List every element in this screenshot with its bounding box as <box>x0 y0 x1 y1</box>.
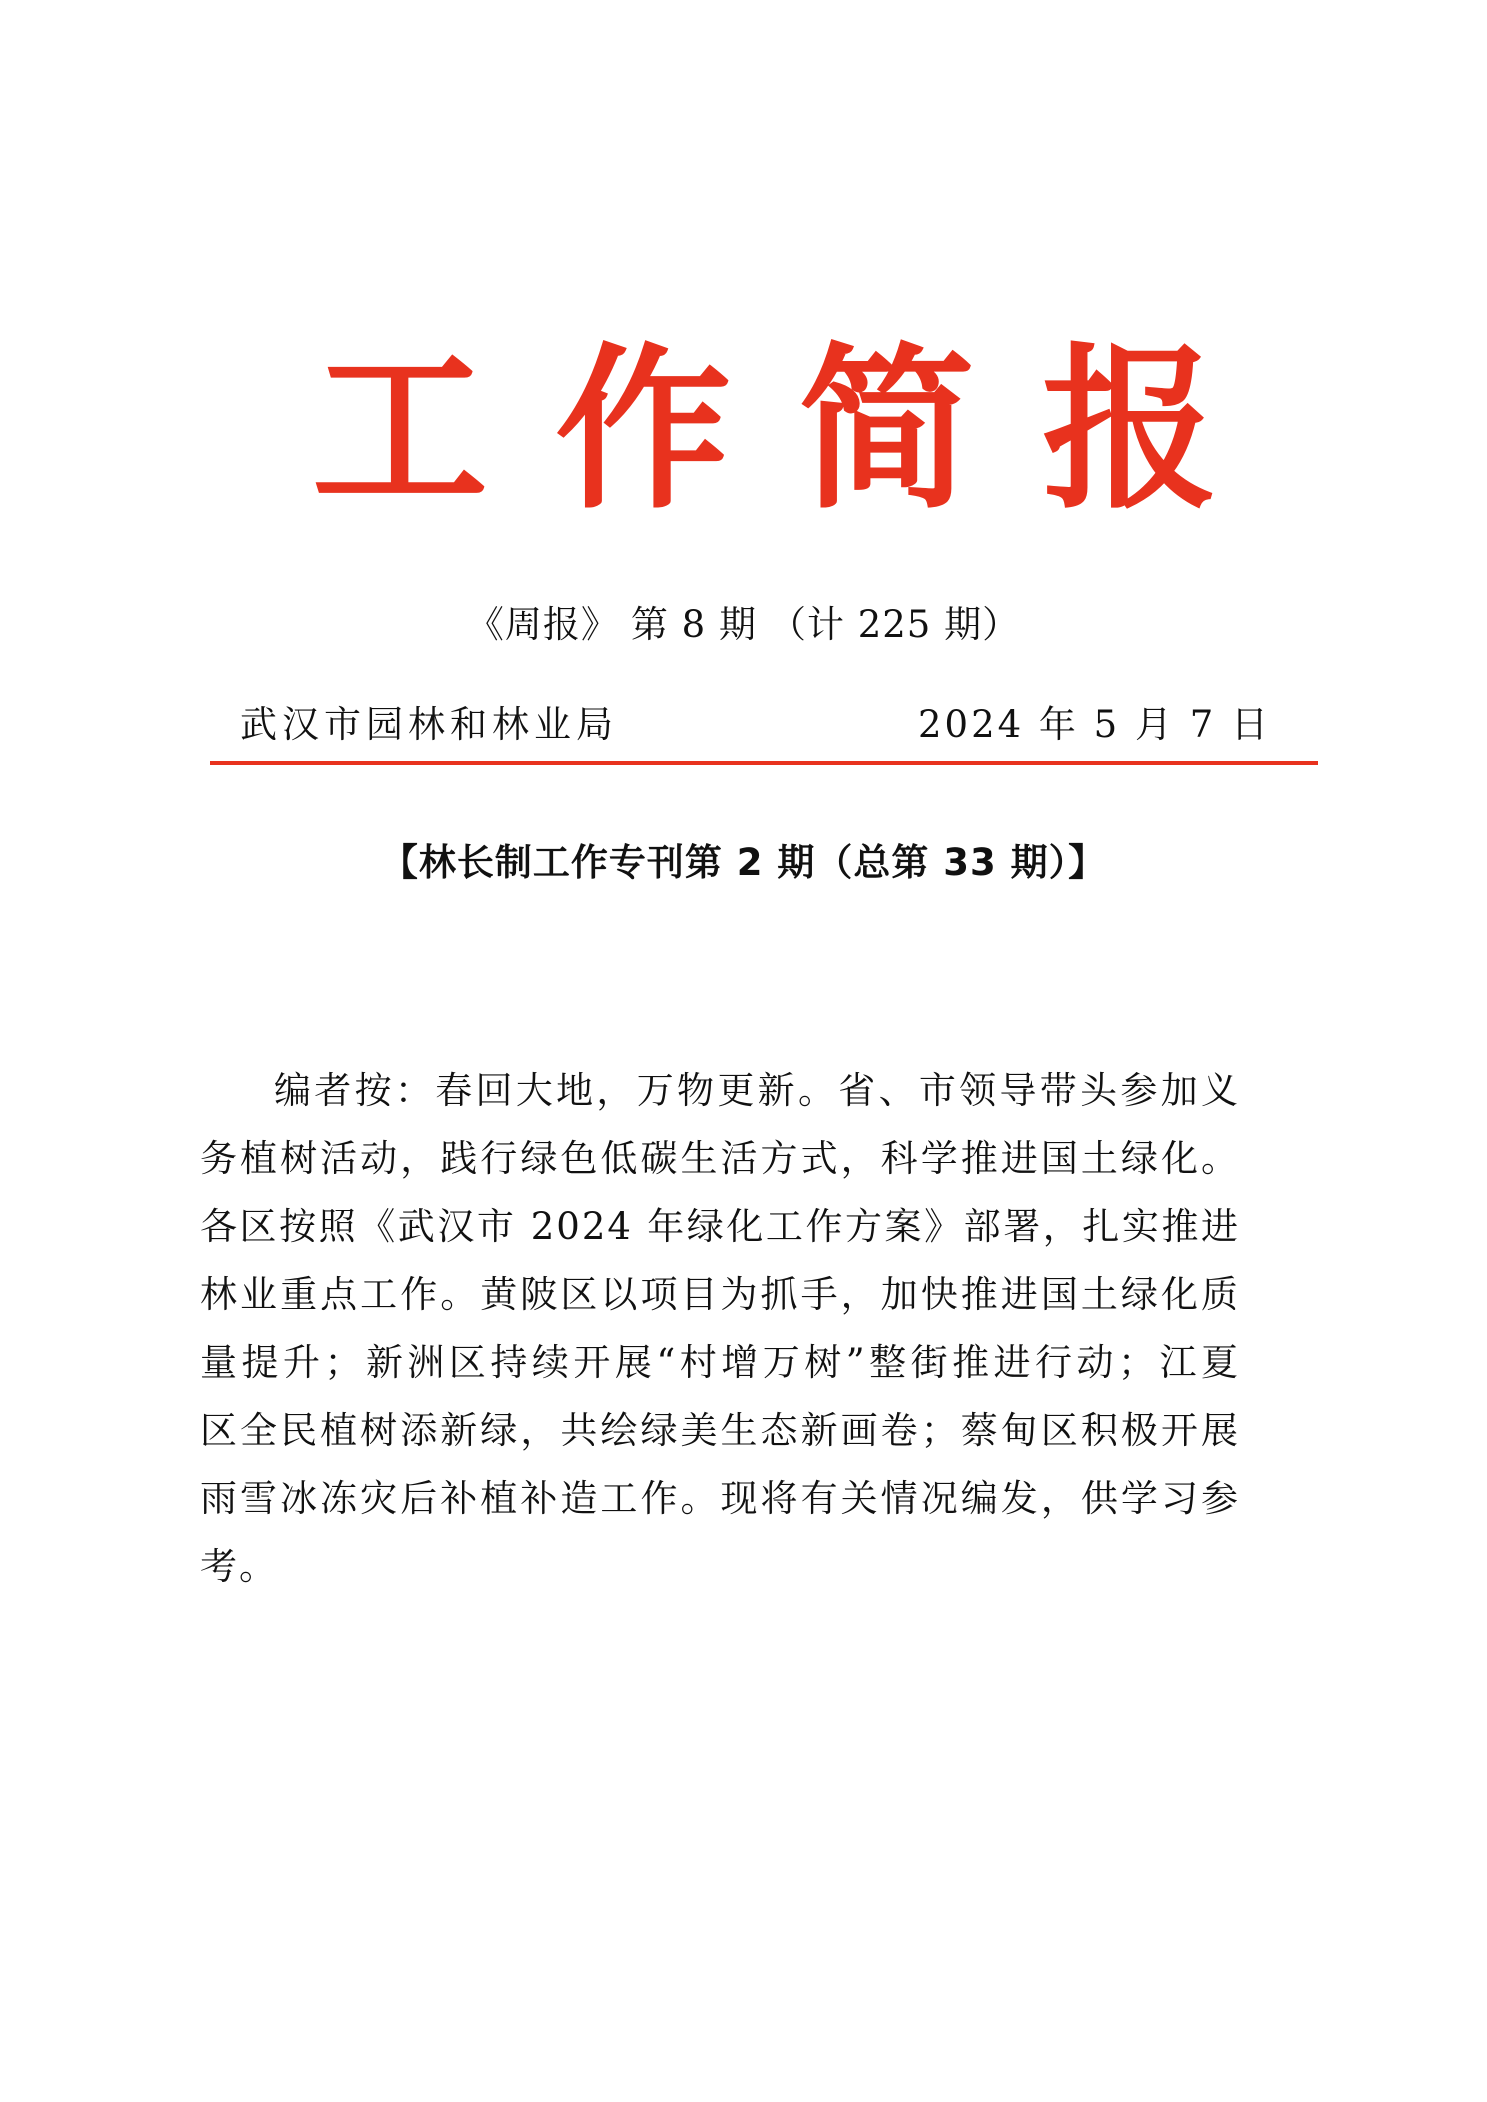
editor-note-line: 务植树活动，践行绿色低碳生活方式，科学推进国土绿化。 <box>200 1137 1240 1180</box>
editor-note-line: 编者按：春回大地，万物更新。省、市领导带头参加义 <box>274 1069 1240 1112</box>
issue-number: 第 8 期 <box>630 603 757 646</box>
editor-note-line: 区全民植树添新绿，共绘绿美生态新画卷；蔡甸区积极开展 <box>200 1409 1240 1452</box>
editor-note <box>200 1057 1240 1601</box>
editor-note-line: 各区按照《武汉市 2024 年绿化工作方案》部署，扎实推进 <box>200 1205 1240 1248</box>
editor-note-line: 考。 <box>200 1545 278 1588</box>
masthead-char: 作 <box>555 326 732 533</box>
masthead-char: 简 <box>798 326 975 533</box>
masthead-char: 工 <box>311 326 488 533</box>
editor-note-line: 林业重点工作。黄陂区以项目为抓手，加快推进国土绿化质 <box>200 1273 1240 1316</box>
editor-note-line: 量提升；新洲区持续开展“村增万树”整街推进行动；江夏 <box>200 1341 1240 1384</box>
issuing-organization: 武汉市园林和林业局 <box>240 703 618 746</box>
masthead-title <box>300 326 1230 533</box>
issue-date: 2024 年 5 月 7 日 <box>918 703 1272 746</box>
red-divider <box>210 761 1318 765</box>
issue-line <box>0 600 1487 650</box>
masthead-char: 报 <box>1041 326 1218 533</box>
publication-name: 《周报》 <box>466 603 619 646</box>
issue-total: （计 225 期） <box>768 603 1021 646</box>
editor-note-line: 雨雪冰冻灾后补植补造工作。现将有关情况编发，供学习参 <box>200 1477 1240 1520</box>
special-issue-title: 【林长制工作专刊第 2 期（总第 33 期）】 <box>380 841 1107 884</box>
